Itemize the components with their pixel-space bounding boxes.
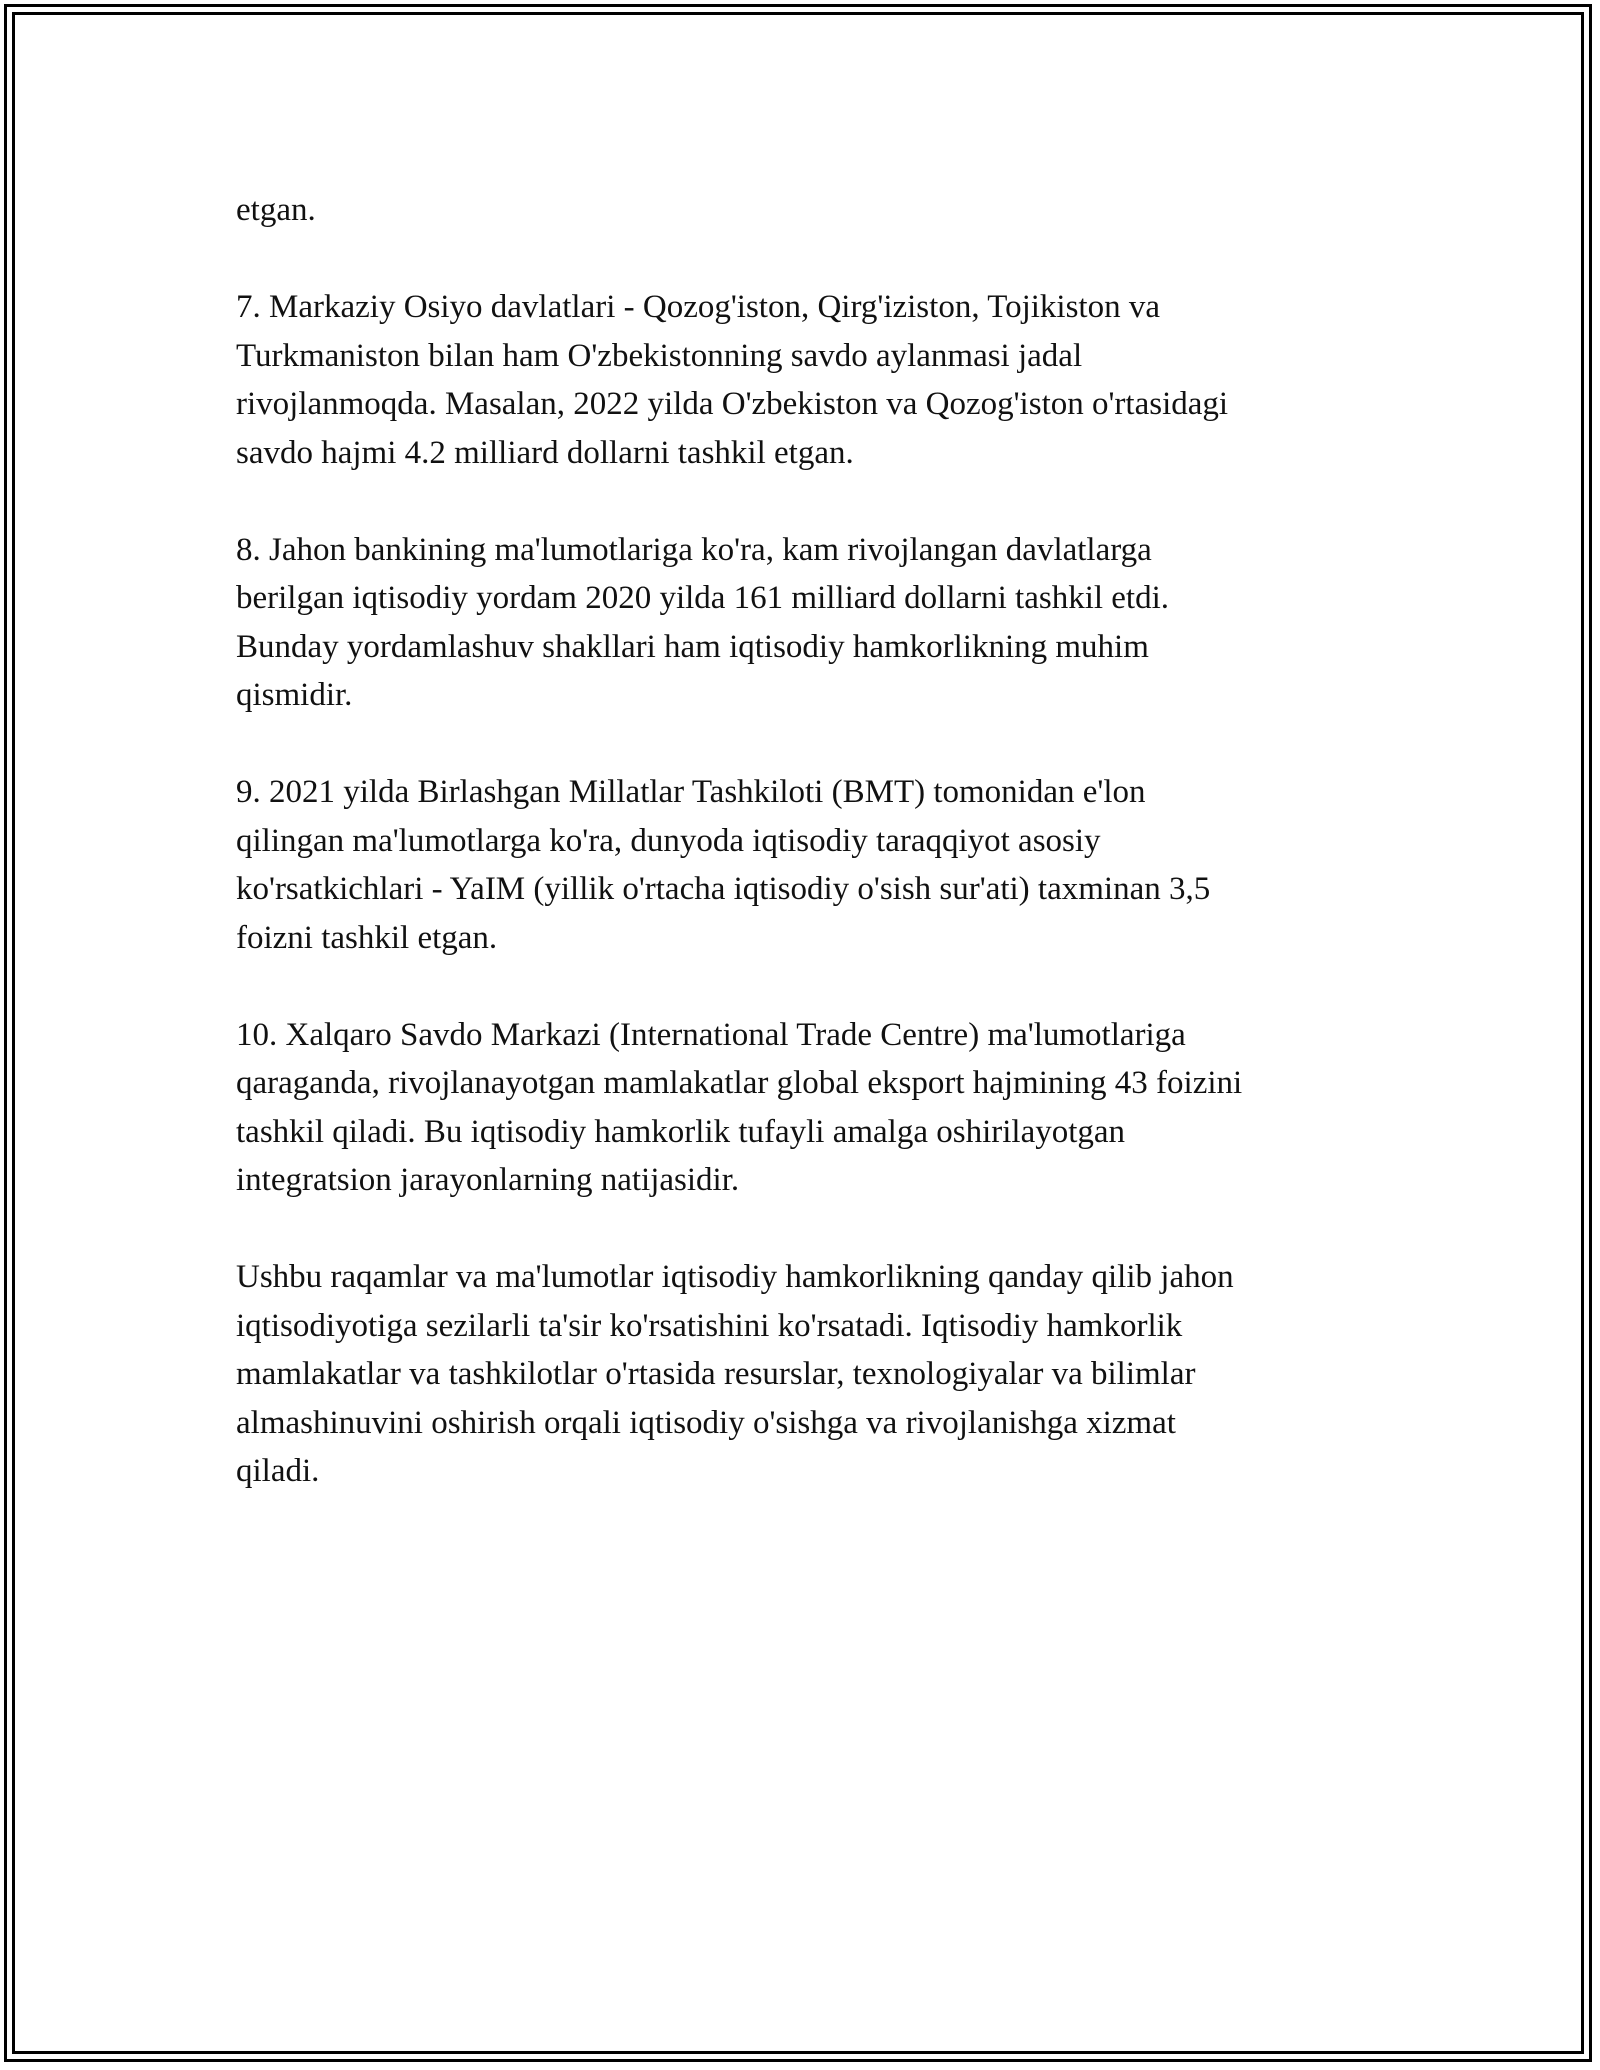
text-line: 9. 2021 yilda Birlashgan Millatlar Tashkiloti (BMT) tomonidan e'lon bbox=[236, 774, 1146, 810]
text-line: qiladi. bbox=[236, 1453, 320, 1489]
text-line: 10. Xalqaro Savdo Markazi (International Trade Centre) ma'lumotlariga bbox=[236, 1016, 1186, 1053]
text-line: mamlakatlar va tashkilotlar o'rtasida resurslar, texnologiyalar va bilimlar bbox=[236, 1356, 1196, 1392]
text-line: ko'rsatkichlari - YaIM (yillik o'rtacha iqtisodiy o'sish sur'ati) taxminan 3,5 bbox=[236, 871, 1211, 907]
text-line: qilingan ma'lumotlarga ko'ra, dunyoda iqtisodiy taraqqiyot asosiy bbox=[236, 822, 1101, 859]
text-line: almashinuvini oshirish orqali iqtisodiy o'sishga va rivojlanishga xizmat bbox=[236, 1404, 1176, 1441]
paragraph-item-7 bbox=[236, 283, 1386, 477]
text-line: Ushbu raqamlar va ma'lumotlar iqtisodiy hamkorlikning qanday qilib jahon bbox=[236, 1259, 1234, 1295]
document-body bbox=[236, 186, 1386, 1544]
paragraph-continuation bbox=[236, 186, 1386, 235]
text-line: Turkmaniston bilan ham O'zbekistonning savdo aylanmasi jadal bbox=[236, 337, 1083, 374]
text-line: 8. Jahon bankining ma'lumotlariga ko'ra, kam rivojlangan davlatlarga bbox=[236, 531, 1152, 568]
text-line: rivojlanmoqda. Masalan, 2022 yilda O'zbekiston va Qozog'iston o'rtasidagi bbox=[236, 386, 1229, 422]
text-line: qaraganda, rivojlanayotgan mamlakatlar global eksport hajmining 43 foizini bbox=[236, 1065, 1243, 1101]
text-line: foizni tashkil etgan. bbox=[236, 919, 498, 956]
paragraph-conclusion bbox=[236, 1253, 1386, 1496]
text-line: integratsion jarayonlarning natijasidir. bbox=[236, 1162, 740, 1198]
paragraph-item-8 bbox=[236, 526, 1386, 720]
paragraph-item-9 bbox=[236, 768, 1386, 962]
text-line: iqtisodiyotiga sezilarli ta'sir ko'rsatishini ko'rsatadi. Iqtisodiy hamkorlik bbox=[236, 1307, 1183, 1344]
text-line: 7. Markaziy Osiyo davlatlari - Qozog'iston, Qirg'iziston, Tojikiston va bbox=[236, 289, 1160, 325]
text-line: qismidir. bbox=[236, 677, 353, 713]
text-line: tashkil qiladi. Bu iqtisodiy hamkorlik tufayli amalga oshirilayotgan bbox=[236, 1113, 1126, 1150]
paragraph-item-10 bbox=[236, 1011, 1386, 1205]
text-line: savdo hajmi 4.2 milliard dollarni tashkil etgan. bbox=[236, 434, 854, 471]
text-line: berilgan iqtisodiy yordam 2020 yilda 161 milliard dollarni tashkil etdi. bbox=[236, 580, 1170, 616]
text-line: etgan. bbox=[236, 192, 316, 228]
text-line: Bunday yordamlashuv shakllari ham iqtisodiy hamkorlikning muhim bbox=[236, 628, 1149, 665]
